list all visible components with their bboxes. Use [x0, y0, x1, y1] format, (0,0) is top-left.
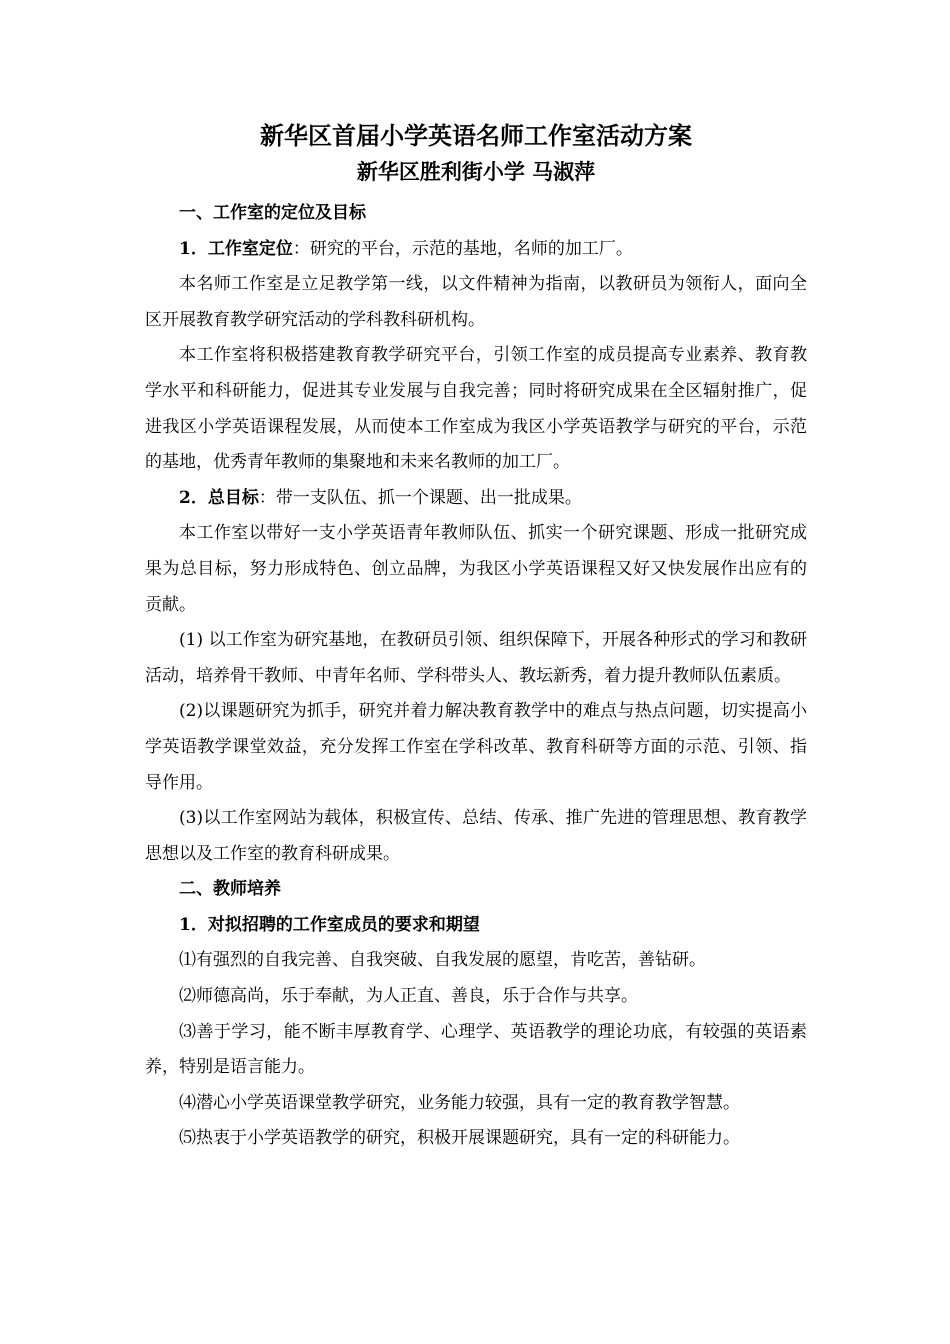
item-goal-text: ：带一支队伍、抓一个课题、出一批成果。: [258, 487, 582, 508]
item-positioning-label: 1．工作室定位: [179, 238, 293, 259]
section-heading-2: 二、教师培养: [179, 879, 281, 900]
requirement-item: ⑸热衷于小学英语教学的研究，积极开展课题研究，具有一定的科研能力。: [179, 1128, 740, 1149]
subsection-heading: 1．对拟招聘的工作室成员的要求和期望: [179, 914, 480, 935]
document-title: 新华区首届小学英语名师工作室活动方案: [260, 121, 692, 150]
requirement-item: ⑶善于学习，能不断丰厚教育学、心理学、英语教学的理论功底，有较强的英语素养，特别是语言能力。: [145, 1021, 807, 1078]
item-goal-label: 2．总目标: [179, 487, 259, 508]
paragraph: 本名师工作室是立足教学第一线，以文件精神为指南，以教研员为领衔人，面向全区开展教育教学研究活动的学科教科研机构。: [145, 274, 807, 330]
requirement-item: ⑷潜心小学英语课堂教学研究，业务能力较强，具有一定的教育教学智慧。: [179, 1092, 740, 1113]
goal-item: (1) 以工作室为研究基地，在教研员引领、组织保障下，开展各种形式的学习和教研活动，培养骨干教师、中青年名师、学科带头人、教坛新秀，着力提升教师队伍素质。: [145, 630, 807, 686]
goal-item: (2)以课题研究为抓手，研究并着力解决教育教学中的难点与热点问题，切实提高小学英语教学课堂效益，充分发挥工作室在学科改革、教育科研等方面的示范、引领、指导作用。: [145, 701, 807, 793]
goal-item: (3)以工作室网站为载体，积极宣传、总结、传承、推广先进的管理思想、教育教学思想以及工作室的教育科研成果。: [145, 808, 807, 864]
item-goal: [145, 481, 807, 517]
item-positioning: [145, 232, 807, 268]
requirement-item: ⑵师德高尚，乐于奉献，为人正直、善良，乐于合作与共享。: [179, 986, 638, 1007]
paragraph: 本工作室以带好一支小学英语青年教师队伍、抓实一个研究课题、形成一批研究成果为总目标，努力形成特色、创立品牌，为我区小学英语课程又好又快发展作出应有的贡献。: [145, 523, 807, 615]
document-page: [145, 118, 807, 1157]
document-subtitle: 新华区胜利街小学 马淑萍: [356, 159, 596, 184]
paragraph: 本工作室将积极搭建教育教学研究平台，引领工作室的成员提高专业素养、教育教学水平和科研能力，促进其专业发展与自我完善；同时将研究成果在全区辐射推广，促进我区小学英语课程发展，从而使本工作室成为我区小学英语教学与研究的平台，示范的基地，优秀青年教师的集聚地和未来名教师的加工厂。: [145, 345, 807, 473]
item-positioning-text: ：研究的平台，示范的基地，名师的加工厂。: [292, 238, 633, 259]
section-heading-1: 一、工作室的定位及目标: [179, 203, 366, 223]
requirement-item: ⑴有强烈的自我完善、自我突破、自我发展的愿望，肯吃苦，善钻研。: [179, 950, 706, 971]
